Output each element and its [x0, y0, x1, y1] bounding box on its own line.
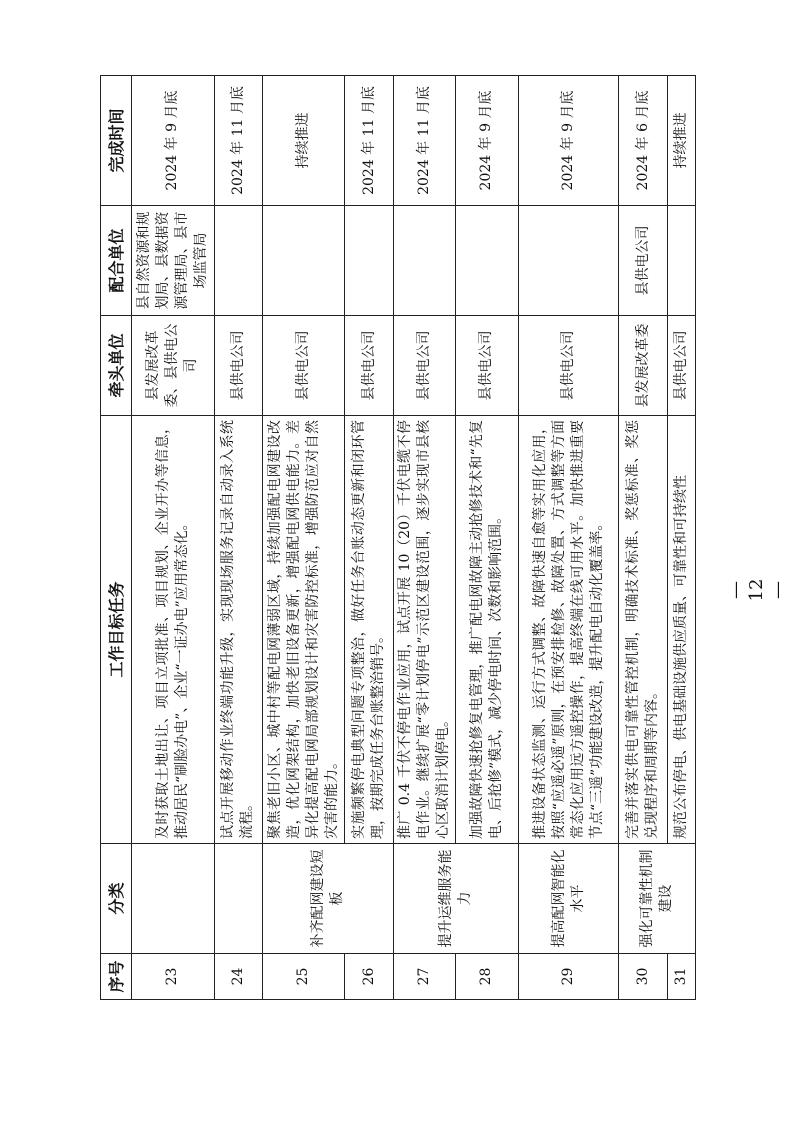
row-lead: 县供电公司: [214, 316, 262, 416]
row-deadline: 2024 年 9 月底: [456, 76, 518, 206]
row-task: 聚焦老旧小区、城中村等配电网薄弱区域，持续加强配电网建设改造，优化网架结构，加快老旧设备更新，增强配电网供电能力。差异化提高配电网局部规划设计和灾害防控标准，增强防范应对自然灾害的能力。: [262, 416, 345, 844]
row-lead: 县供电公司: [393, 316, 455, 416]
row-support: 县供电公司: [619, 206, 667, 316]
row-lead: 县供电公司: [262, 316, 345, 416]
row-no: 26: [345, 954, 393, 1000]
row-deadline: 2024 年 11 月底: [393, 76, 455, 206]
row-category: 提升运维服务能力: [393, 844, 518, 954]
page-number: — 12 —: [725, 578, 788, 602]
row-support: 县自然资源和规划局、县数据资源管理局、县市场监管局: [132, 206, 215, 316]
row-no: 31: [667, 954, 695, 1000]
row-no: 27: [393, 954, 455, 1000]
row-support: [667, 206, 695, 316]
row-lead: 县供电公司: [345, 316, 393, 416]
row-lead: 县供电公司: [456, 316, 518, 416]
table-row: [262, 76, 345, 1000]
row-task: 完善并落实供电可靠性管控机制，明确技术标准、奖惩标准、奖惩兑现程序和周期等内容。: [619, 416, 667, 844]
row-task: 及时获取土地出让、项目立项批准、项目规划、企业开办等信息，推动居民“刷脸办电”、企业“一证办电”应用常态化。: [132, 416, 215, 844]
row-category: [214, 844, 262, 954]
row-no: 25: [262, 954, 345, 1000]
row-deadline: 2024 年 9 月底: [518, 76, 619, 206]
header-task: 工作目标任务: [101, 416, 132, 844]
row-task: 试点开展移动作业终端功能升级，实现现场服务记录自动录入系统流程。: [214, 416, 262, 844]
row-category: [132, 844, 215, 954]
row-lead: 县发展改革委、县供电公司: [132, 316, 215, 416]
row-support: [456, 206, 518, 316]
row-category: 提高配网智能化水平: [518, 844, 619, 954]
header-category: 分类: [101, 844, 132, 954]
row-support: [345, 206, 393, 316]
row-support: [518, 206, 619, 316]
row-deadline: 2024 年 11 月底: [214, 76, 262, 206]
task-table: [100, 75, 696, 1000]
row-no: 23: [132, 954, 215, 1000]
table-row: [214, 76, 262, 1000]
row-support: [393, 206, 455, 316]
row-lead: 县供电公司: [518, 316, 619, 416]
row-category: 补齐配网建设短板: [262, 844, 393, 954]
row-deadline: 2024 年 11 月底: [345, 76, 393, 206]
row-deadline: 2024 年 6 月底: [619, 76, 667, 206]
row-category: 强化可靠性机制建设: [619, 844, 696, 954]
row-support: [262, 206, 345, 316]
header-no: 序号: [101, 954, 132, 1000]
table-row: [393, 76, 455, 1000]
table-row: [518, 76, 619, 1000]
row-task: 加强故障快速抢修复电管理，推广配电网故障主动抢修技术和“先复电、后抢修”模式，减少停电时间、次数和影响范围。: [456, 416, 518, 844]
header-deadline: 完成时间: [101, 76, 132, 206]
header-support: 配合单位: [101, 206, 132, 316]
table-row: [619, 76, 667, 1000]
rotated-table-wrapper: [100, 76, 696, 1000]
row-no: 24: [214, 954, 262, 1000]
row-task: 规范公布停电、供电基础设施供应质量、可靠性和可持续性: [667, 416, 695, 844]
row-task: 推进设备状态监测、运行方式调整、故障快速自愈等实用化应用，按照“应遥必遥”原则，在预安排检修、故障处置、方式调整等方面常态化应用远方遥控操作，提高终端在线可用水平。加快推进重要节点“三遥”功能建设改造，提升配电自动化覆盖率。: [518, 416, 619, 844]
row-support: [214, 206, 262, 316]
row-no: 30: [619, 954, 667, 1000]
row-lead: 县供电公司: [667, 316, 695, 416]
row-no: 28: [456, 954, 518, 1000]
row-deadline: 持续推进: [667, 76, 695, 206]
row-deadline: 2024 年 9 月底: [132, 76, 215, 206]
header-row: [101, 76, 132, 1000]
table-row: [132, 76, 215, 1000]
row-task: 实施频繁停电典型问题专项整治，做好任务台账动态更新和闭环管理，按期完成任务台账整治销号。: [345, 416, 393, 844]
row-task: 推广 0.4 千伏不停电作业应用，试点开展 10（20）千伏电缆不停电作业。继续扩展“零计划停电”示范区建设范围，逐步实现市县核心区取消计划停电。: [393, 416, 455, 844]
row-deadline: 持续推进: [262, 76, 345, 206]
row-no: 29: [518, 954, 619, 1000]
header-lead: 牵头单位: [101, 316, 132, 416]
row-lead: 县发展改革委: [619, 316, 667, 416]
